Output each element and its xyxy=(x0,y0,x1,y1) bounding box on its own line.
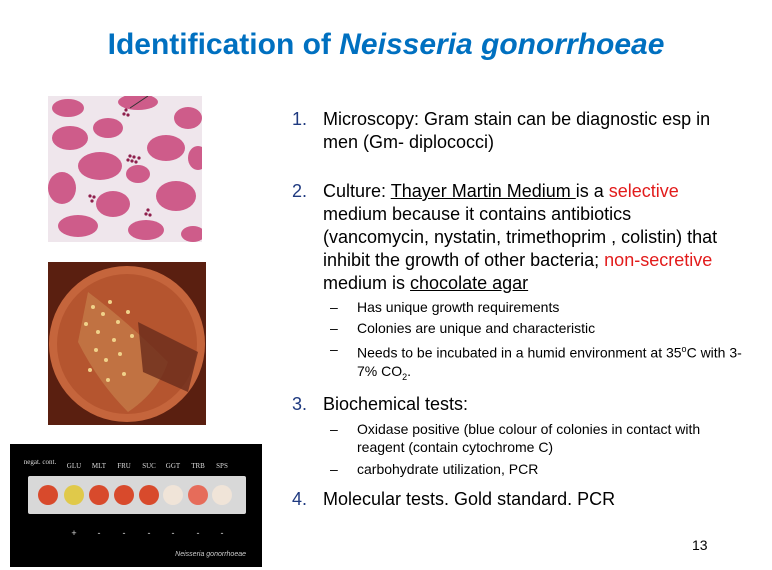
culture-plate-image xyxy=(48,262,206,425)
item-number: 4. xyxy=(292,489,308,510)
gram-stain-image xyxy=(48,96,202,242)
strip-sign: - xyxy=(122,528,126,538)
biochemical-strip-image xyxy=(10,444,262,567)
slide-title: Identification of Neisseria gonorrhoeae xyxy=(107,28,665,61)
item-number: 2. xyxy=(292,181,308,201)
strip-label: GLU xyxy=(66,462,82,470)
non-secretive-highlight: non-secretive xyxy=(604,250,713,270)
strip-label: negat. cont. xyxy=(23,458,57,466)
sub-item: – Has unique growth requirements xyxy=(330,299,560,315)
strip-label: TRB xyxy=(191,462,205,470)
strip-label: SUC xyxy=(142,462,156,470)
list-item-culture: 2. Culture: Thayer Martin Medium is a selective medium because it contains antibiotics (vancomycin, nystatin, trimethoprim , colistin) that inhibit the growth of other bacteria; non-secretive medium is chocolate agar xyxy=(292,181,718,293)
strip-sign: - xyxy=(171,528,175,538)
sub-item: – carbohydrate utilization, PCR xyxy=(330,461,539,478)
strip-sign: - xyxy=(97,528,101,538)
sub-item: – Colonies are unique and characteristic xyxy=(330,320,596,336)
list-item-microscopy xyxy=(292,108,742,154)
list-item-molecular: 4. Molecular tests. Gold standard. PCR xyxy=(292,489,616,510)
strip-sign: - xyxy=(147,528,151,538)
item-text: Microscopy: Gram stain can be diagnostic esp in men (Gm- diplococci) xyxy=(323,109,711,152)
strip-sign: + xyxy=(71,528,77,538)
selective-highlight: selective xyxy=(608,181,679,201)
list-item-biochemical: 3. Biochemical tests: xyxy=(292,394,469,415)
page-number: 13 xyxy=(692,537,708,553)
strip-label: FRU xyxy=(117,462,131,470)
thayer-martin-link-text: Thayer Martin Medium xyxy=(390,181,576,201)
strip-label: SPS xyxy=(216,462,228,470)
content-list xyxy=(292,108,742,511)
strip-sign: - xyxy=(220,528,224,538)
sub-item: – Needs to be incubated in a humid environment at 35$^o$C with 3-7% $CO_2$. xyxy=(330,341,742,382)
item-number: 1. xyxy=(292,109,308,129)
strip-sign: - xyxy=(196,528,200,538)
strip-caption: Neisseria gonorrhoeae xyxy=(175,551,246,558)
sub-item: – Oxidase positive (blue colour of colonies in contact with reagent (contain cytochrome C) xyxy=(330,421,701,456)
item-number: 3. xyxy=(292,394,308,415)
chocolate-agar-text: chocolate agar xyxy=(410,273,529,293)
strip-label: GGT xyxy=(165,462,181,470)
strip-label: MLT xyxy=(91,462,107,470)
